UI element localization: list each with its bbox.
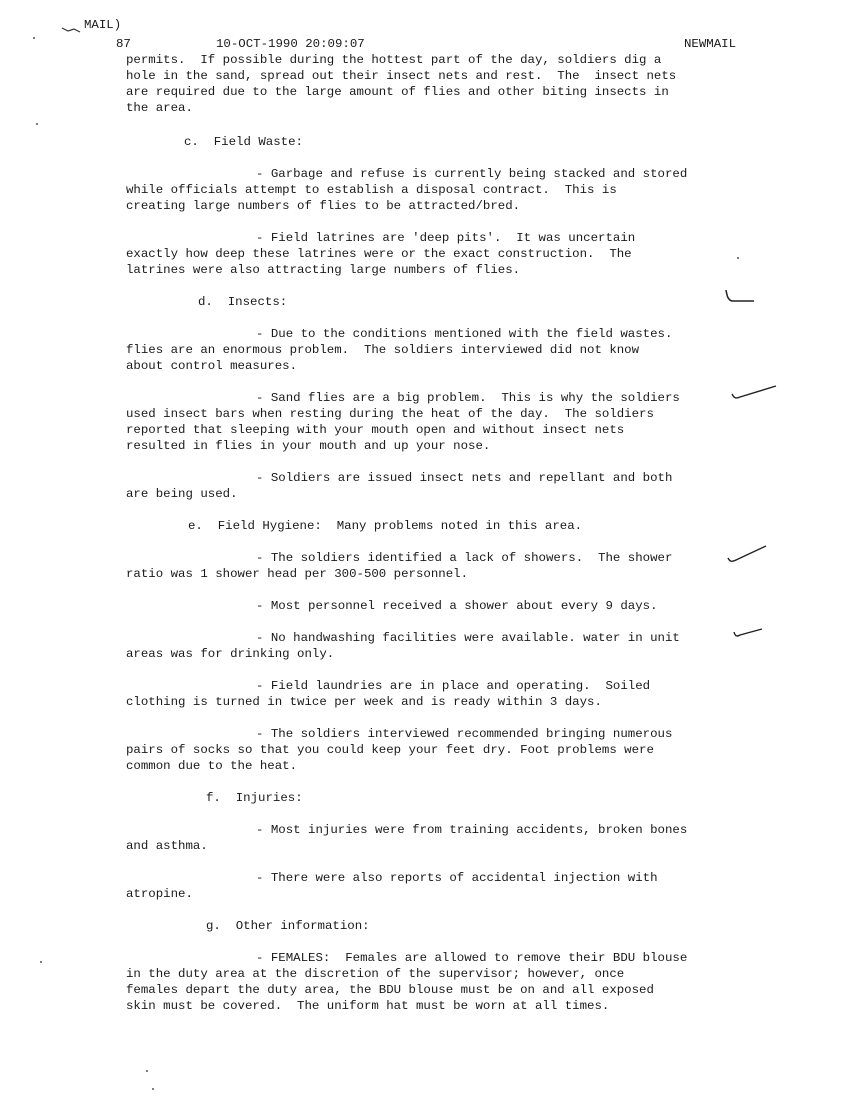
item-line: - There were also reports of accidental injection with (256, 871, 658, 885)
item-line: exactly how deep these latrines were or the exact construction. The (126, 247, 632, 261)
header-system: NEWMAIL (684, 37, 737, 51)
item-line: - No handwashing facilities were available. water in unit (256, 631, 680, 645)
item-line: - Field latrines are 'deep pits'. It was uncertain (256, 231, 636, 245)
scan-speck (33, 37, 35, 39)
margin-bracket-mark (724, 288, 758, 304)
item-line: - Garbage and refuse is currently being stacked and stored (256, 167, 688, 181)
scan-speck (152, 1088, 154, 1090)
item-line: creating large numbers of flies to be attracted/bred. (126, 199, 521, 213)
item-line: females depart the duty area, the BDU blouse must be on and all exposed (126, 983, 654, 997)
section-heading: d. Insects: (198, 295, 288, 309)
scan-speck (36, 123, 38, 125)
item-line: - The soldiers interviewed recommended bringing numerous (256, 727, 673, 741)
section-heading: f. Injuries: (206, 791, 303, 805)
intro-line: permits. If possible during the hottest part of the day, soldiers dig a (126, 53, 662, 67)
intro-line: are required due to the large amount of flies and other biting insects in (126, 85, 669, 99)
margin-check-mark (732, 626, 766, 640)
scan-speck (146, 1070, 148, 1072)
item-line: atropine. (126, 887, 193, 901)
item-line: - Sand flies are a big problem. This is why the soldiers (256, 391, 680, 405)
item-line: - FEMALES: Females are allowed to remove their BDU blouse (256, 951, 688, 965)
item-line: - Most injuries were from training accidents, broken bones (256, 823, 688, 837)
item-line: clothing is turned in twice per week and is ready within 3 days. (126, 695, 602, 709)
scan-speck (737, 257, 739, 259)
item-line: pairs of socks so that you could keep your feet dry. Foot problems were (126, 743, 654, 757)
section-heading: c. Field Waste: (184, 135, 303, 149)
item-line: - Field laundries are in place and operating. Soiled (256, 679, 651, 693)
item-line: skin must be covered. The uniform hat must be worn at all times. (126, 999, 610, 1013)
item-line: common due to the heat. (126, 759, 298, 773)
item-line: reported that sleeping with your mouth open and without insect nets (126, 423, 625, 437)
item-line: - Soldiers are issued insect nets and repellant and both (256, 471, 673, 485)
intro-line: the area. (126, 101, 193, 115)
item-line: are being used. (126, 487, 238, 501)
item-line: - The soldiers identified a lack of showers. The shower (256, 551, 673, 565)
item-line: latrines were also attracting large numbers of flies. (126, 263, 521, 277)
item-line: resulted in flies in your mouth and up your nose. (126, 439, 491, 453)
item-line: and asthma. (126, 839, 208, 853)
item-line: - Most personnel received a shower about every 9 days. (256, 599, 658, 613)
margin-check-mark (730, 382, 780, 404)
header-datetime: 10-OCT-1990 20:09:07 (216, 37, 365, 51)
margin-check-mark (726, 542, 770, 566)
section-heading: e. Field Hygiene: Many problems noted in this area. (188, 519, 583, 533)
intro-line: hole in the sand, spread out their insect nets and rest. The insect nets (126, 69, 677, 83)
item-line: - Due to the conditions mentioned with the field wastes. (256, 327, 673, 341)
scan-speck (40, 961, 42, 963)
page-number: 87 (116, 37, 131, 51)
header-squiggle-mark (60, 24, 84, 34)
section-heading: g. Other information: (206, 919, 370, 933)
item-line: about control measures. (126, 359, 298, 373)
item-line: used insect bars when resting during the heat of the day. The soldiers (126, 407, 654, 421)
item-line: ratio was 1 shower head per 300-500 personnel. (126, 567, 469, 581)
item-line: in the duty area at the discretion of the supervisor; however, once (126, 967, 625, 981)
mail-tag: MAIL) (84, 18, 122, 32)
item-line: flies are an enormous problem. The soldiers interviewed did not know (126, 343, 640, 357)
item-line: areas was for drinking only. (126, 647, 335, 661)
item-line: while officials attempt to establish a disposal contract. This is (126, 183, 617, 197)
